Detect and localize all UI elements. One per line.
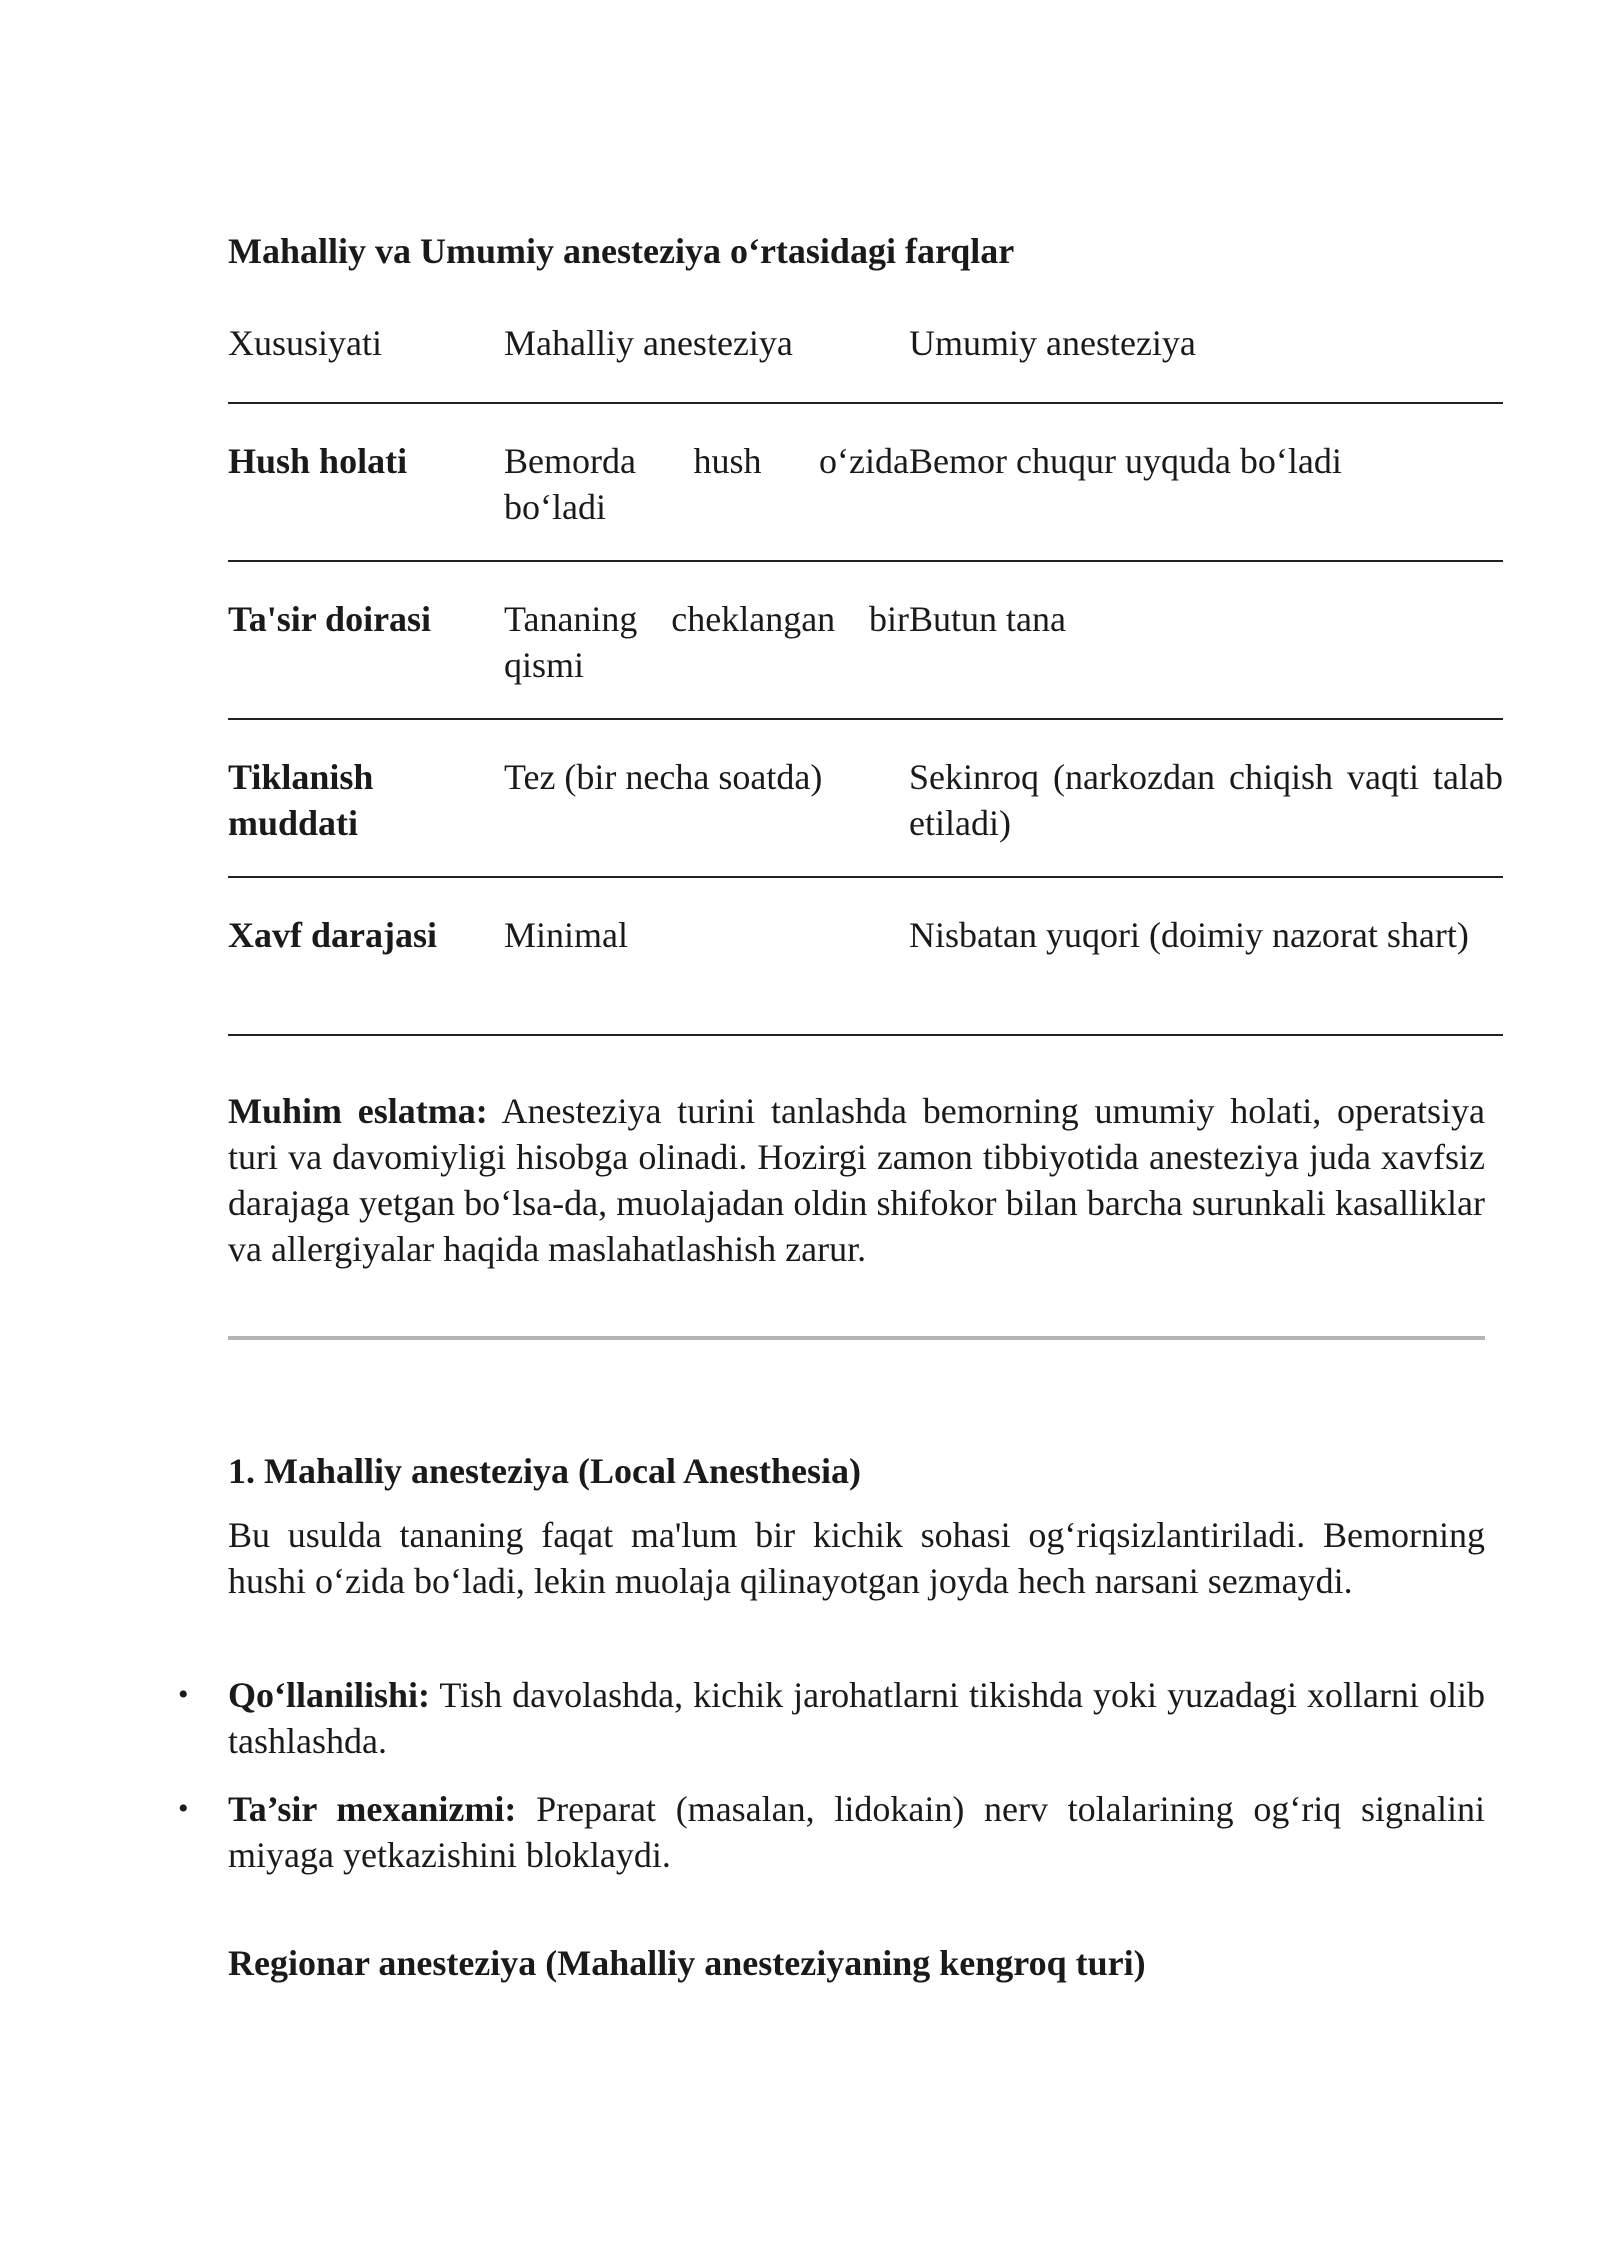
table-row-label: Ta'sir doirasi bbox=[228, 599, 432, 639]
table-cell-local: Tez (bir necha soatda) bbox=[504, 757, 823, 797]
table-cell-local: Tananing cheklangan bir qismi bbox=[504, 599, 909, 685]
list-item bbox=[178, 1786, 1485, 1878]
important-note bbox=[228, 1088, 1485, 1272]
table-row-label: Xavf darajasi bbox=[228, 915, 437, 955]
note-label: Muhim eslatma: bbox=[228, 1091, 488, 1131]
list-item-label: Qo‘llanilishi: bbox=[228, 1675, 431, 1715]
list-item-label: Ta’sir mexanizmi: bbox=[228, 1789, 517, 1829]
table-row-label: Tiklanish muddati bbox=[228, 757, 374, 843]
list-item-text: Preparat (masalan, lidokain) nerv tolalarining og‘riq signalini miyaga yetkazishini bloklaydi. bbox=[228, 1789, 1485, 1875]
table-row bbox=[228, 720, 1503, 878]
table-cell-local: Minimal bbox=[504, 915, 628, 955]
table-cell-general: Sekinroq (narkozdan chiqish vaqti talab etiladi) bbox=[909, 757, 1503, 843]
document-title: Mahalliy va Umumiy anesteziya o‘rtasidagi farqlar bbox=[228, 231, 1015, 271]
table-cell-general: Butun tana bbox=[909, 599, 1066, 639]
table-cell-general: Nisbatan yuqori (doimiy nazorat shart) bbox=[909, 915, 1469, 955]
bullet-icon: • bbox=[178, 1678, 189, 1711]
table-header-cell: Xususiyati bbox=[228, 323, 383, 363]
bullet-list bbox=[178, 1672, 1486, 1900]
section-intro: Bu usulda tananing faqat ma'lum bir kichik sohasi og‘riqsizlantiriladi. Bemorning hushi o‘zida bo‘ladi, lekin muolaja qilinayotgan joyda hech narsani sezmaydi. bbox=[228, 1515, 1485, 1601]
bullet-icon: • bbox=[178, 1792, 189, 1825]
table-cell-general: Bemor chuqur uyquda bo‘ladi bbox=[909, 441, 1342, 481]
table-header-cell: Mahalliy anesteziya bbox=[504, 323, 793, 363]
section-title: 1. Mahalliy anesteziya (Local Anesthesia) bbox=[228, 1451, 861, 1491]
table-row bbox=[228, 562, 1503, 720]
comparison-table bbox=[228, 320, 1503, 1036]
table-header-row bbox=[228, 320, 1503, 404]
table-header-cell: Umumiy anesteziya bbox=[909, 323, 1196, 363]
table-cell-local: Bemorda hush o‘zida bo‘ladi bbox=[504, 441, 909, 527]
subsection-title: Regionar anesteziya (Mahalliy anesteziyaning kengroq turi) bbox=[228, 1943, 1146, 1983]
table-row-label: Hush holati bbox=[228, 441, 408, 481]
table-row bbox=[228, 404, 1503, 562]
table-row bbox=[228, 878, 1503, 1036]
horizontal-divider bbox=[228, 1336, 1485, 1340]
note-text: Anesteziya turini tanlashda bemorning umumiy holati, operatsiya turi va davomiyligi hisobga olinadi. Hozirgi zamon tibbiyotida anesteziya juda xavfsiz darajaga yetgan bo‘lsa-da, muolajadan oldin shifokor bilan barcha surunkali kasalliklar va allergiyalar haqida maslahatlashish zarur. bbox=[228, 1091, 1485, 1269]
list-item bbox=[178, 1672, 1486, 1764]
list-item-text: Tish davolashda, kichik jarohatlarni tikishda yoki yuzadagi xollarni olib tashlashda. bbox=[228, 1675, 1486, 1761]
